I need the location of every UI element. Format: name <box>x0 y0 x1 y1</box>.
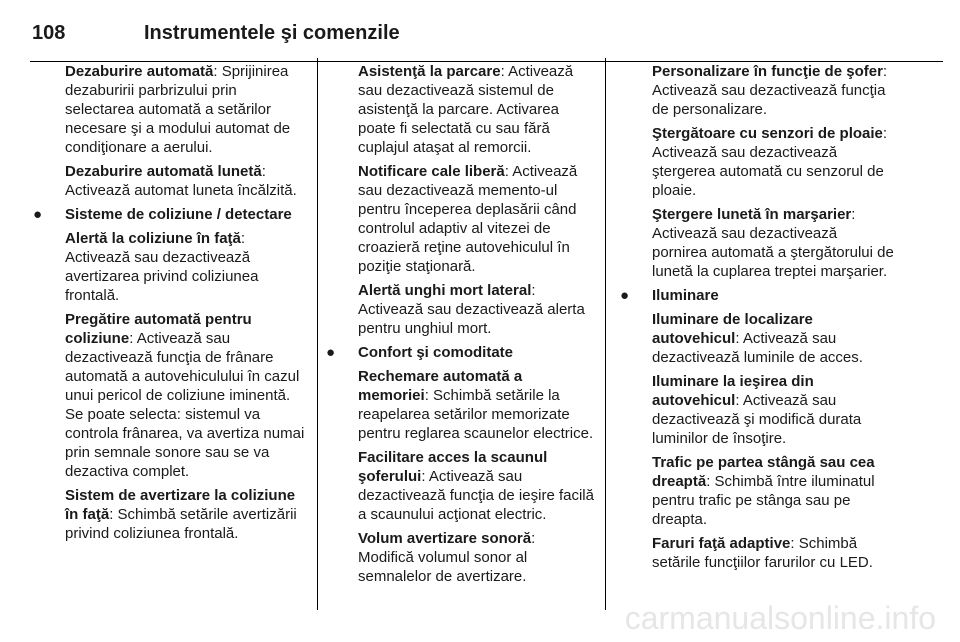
column-2 <box>323 62 595 591</box>
watermark-text: carmanualsonline.info <box>624 600 936 636</box>
entry-front-collision-system: Sistem de avertizare la coliziune în faţă: Schimbă setările avertizării privind coliziunea frontală. <box>65 487 297 542</box>
entry-exit-lighting: Iluminare la ieşirea din autovehicul: Activează sau dezactivează şi modifică durata luminilor de însoţire. <box>652 373 862 447</box>
entry-chime-volume: Volum avertizare sonoră: Modifică volumul sonor al semnalelor de avertizare. <box>358 530 536 585</box>
bullet-icon: ● <box>326 344 336 361</box>
entry-auto-defog: Dezaburire automată: Sprijinirea dezaburirii parbrizului prin selectarea automată a setărilor necesare şi a modului automat de condiţionare a aerului. <box>65 63 291 156</box>
column-1 <box>30 62 310 548</box>
section-lighting: ● Iluminare <box>620 287 719 304</box>
chapter-title: Instrumentele şi comenzile <box>144 22 400 44</box>
bullet-icon: ● <box>620 287 630 304</box>
entry-adaptive-headlights: Faruri faţă adaptive: Schimbă setările funcţiilor farurilor cu LED. <box>652 535 873 571</box>
entry-front-collision-alert: Alertă la coliziune în faţă: Activează sau dezactivează avertizarea privind coliziunea frontală. <box>65 230 259 304</box>
entry-rain-sense-wipers: Ştergătoare cu senzori de ploaie: Activează sau dezactivează ştergerea automată cu senzorul de ploaie. <box>652 125 888 199</box>
column-separator <box>317 58 318 610</box>
page-header <box>30 14 930 48</box>
bullet-icon: ● <box>33 206 43 223</box>
entry-side-blind-zone: Alertă unghi mort lateral: Activează sau dezactivează alerta pentru unghiul mort. <box>358 282 585 337</box>
column-separator <box>605 58 606 610</box>
page-number: 108 <box>32 22 66 44</box>
entry-reverse-rear-wiper: Ştergere lunetă în marşarier: Activează sau dezactivează pornirea automată a ştergătorului de lunetă la cuplarea treptei marşarier. <box>652 206 894 280</box>
section-comfort: ● Confort şi comoditate <box>326 344 514 361</box>
entry-locator-lights: Iluminare de localizare autovehicul: Activează sau dezactivează luminile de acces. <box>652 311 863 366</box>
entry-left-right-traffic: Trafic pe partea stângă sau cea dreaptă: Schimbă între iluminatul pentru trafic pe stânga sau pe dreapta. <box>652 454 875 528</box>
entry-park-assist: Asistenţă la parcare: Activează sau dezactivează sistemul de asistenţă la parcare. Activarea poate fi selectată cu sau fără cuplajul ataşat al remorcii. <box>358 63 574 156</box>
column-3 <box>617 62 895 577</box>
section-collision-detection: ● Sisteme de coliziune / detectare <box>33 206 292 223</box>
entry-auto-rear-defog: Dezaburire automată lunetă: Activează automat luneta încălzită. <box>65 163 297 199</box>
entry-driver-personalization: Personalizare în funcţie de şofer: Activează sau dezactivează funcţia de personalizare. <box>652 63 888 118</box>
entry-auto-collision-prep: Pregătire automată pentru coliziune: Activează sau dezactivează funcţia de frânare automată a autovehiculului în cazul unui pericol de coliziune iminentă. Se poate selecta: sistemul va controla frânarea, va avertiza numai prin semnale sonore sau se va dezactiva complet. <box>65 311 305 480</box>
entry-auto-memory-recall: Rechemare automată a memoriei: Schimbă setările la reapelarea setărilor memorizate pentru reglarea scaunelor electrice. <box>358 368 594 442</box>
entry-easy-exit-seat: Facilitare acces la scaunul şoferului: Activează sau dezactivează funcţia de ieşire facilă a scaunului acţionat electric. <box>358 449 594 523</box>
entry-go-notifier: Notificare cale liberă: Activează sau dezactivează memento-ul pentru începerea deplasării când controlul adaptiv al vitezei de croazieră reţine autovehiculul în poziţie staţionară. <box>358 163 578 275</box>
